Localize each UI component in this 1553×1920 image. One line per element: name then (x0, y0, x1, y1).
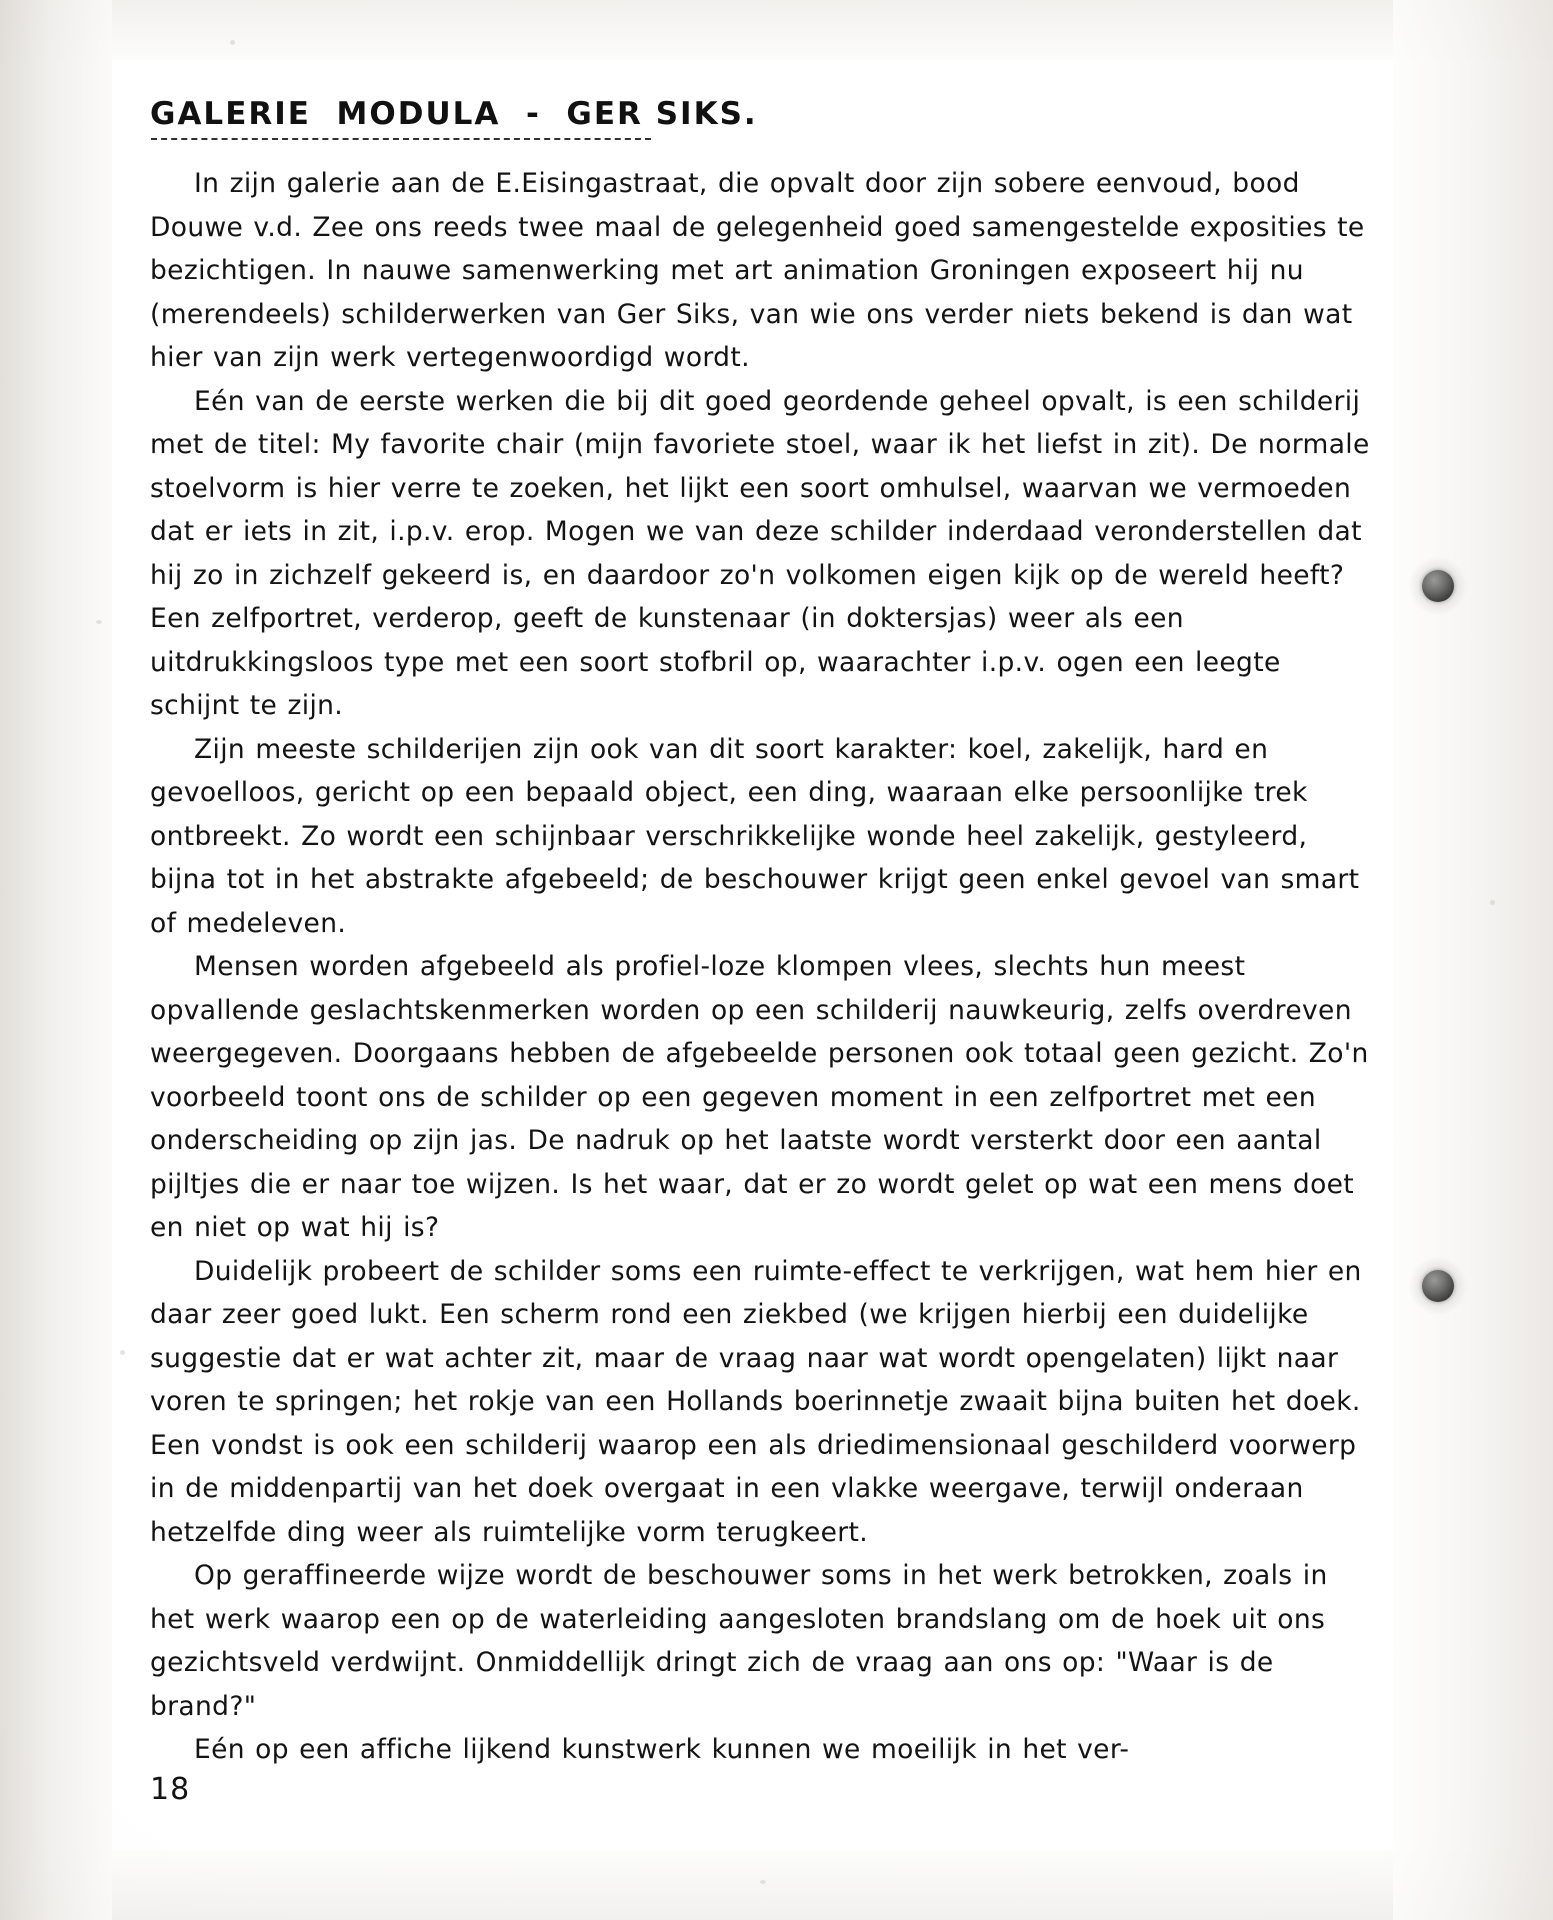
paragraph: Op geraffineerde wijze wordt de beschouwer soms in het werk betrokken, zoals in het werk waarop een op de waterleiding aangesloten brandslang om de hoek uit ons gezichtsveld verdwijnt. Onmiddellijk dringt zich de vraag aan ons op: "Waar is de brand?" (150, 1560, 1328, 1722)
scan-speck (230, 40, 235, 45)
paragraph: Eén van de eerste werken die bij dit goed geordende geheel opvalt, is een schilderij met de titel: My favorite chair (mijn favoriete stoel, waar ik het liefst in zit). De normale stoelvorm is hier verre te zoeken, het lijkt een soort omhulsel, waarvan we vermoeden dat er iets in zit, i.p.v. erop. Mogen we van deze schilder inderdaad veronderstellen dat hij zo in zichzelf gekeerd is, en daardoor zo'n volkomen eigen kijk op de wereld heeft? Een zelfportret, verderop, geeft de kunstenaar (in doktersjas) weer als een uitdrukkingsloos type met een soort stofbril op, waarachter i.p.v. ogen een leegte schijnt te zijn. (150, 385, 1370, 721)
paragraph: Duidelijk probeert de schilder soms een ruimte-effect te verkrijgen, wat hem hier en daar zeer goed lukt. Een scherm rond een ziekbed (we krijgen hierbij een duidelijke suggestie dat er wat achter zit, maar de vraag naar wat wordt opengelaten) lijkt naar voren te springen; het rokje van een Hollands boerinnetje zwaait bijna buiten het doek. Een vondst is ook een schilderij waarop een als driedimensionaal geschilderd voorwerp in de middenpartij van het doek overgaat in een vlakke weergave, terwijl onderaan hetzelfde ding weer als ruimtelijke vorm terugkeert. (150, 1255, 1362, 1548)
scan-edge-right (1393, 0, 1553, 1920)
binder-hole-top (1422, 570, 1454, 602)
document-body (150, 96, 1380, 1772)
title-underline (151, 138, 651, 140)
paragraph: In zijn galerie aan de E.Eisingastraat, die opvalt door zijn sobere eenvoud, bood Douwe v.d. Zee ons reeds twee maal de gelegenheid goed samengestelde exposities te bezichtigen. In nauwe samenwerking met art animation Groningen exposeert hij nu (merendeels) schilderwerken van Ger Siks, van wie ons verder niets bekend is dan wat hier van zijn werk vertegenwoordigd wordt. (150, 168, 1365, 373)
paragraph: Eén op een affiche lijkend kunstwerk kunnen we moeilijk in het ver- (194, 1734, 1130, 1765)
scan-edge-left (0, 0, 112, 1920)
scan-speck (760, 1880, 766, 1884)
binder-hole-bottom (1422, 1270, 1454, 1302)
paragraph: Zijn meeste schilderijen zijn ook van dit soort karakter: koel, zakelijk, hard en gevoelloos, gericht op een bepaald object, een ding, waaraan elke persoonlijke trek ontbreekt. Zo wordt een schijnbaar verschrikkelijke wonde heel zakelijk, gestyleerd, bijna tot in het abstrakte afgebeeld; de beschouwer krijgt geen enkel gevoel van smart of medeleven. (150, 733, 1360, 939)
scan-speck (96, 620, 102, 624)
scan-speck (1490, 900, 1495, 905)
page-number: 18 (150, 1772, 191, 1807)
scan-edge-bottom (0, 1850, 1553, 1920)
paragraph: Mensen worden afgebeeld als profiel-loze klompen vlees, slechts hun meest opvallende geslachtskenmerken worden op een schilderij nauwkeurig, zelfs overdreven weergegeven. Doorgaans hebben de afgebeelde personen ook totaal geen gezicht. Zo'n voorbeeld toont ons de schilder op een gegeven moment in een zelfportret met een onderscheiding op zijn jas. De nadruk op het laatste wordt versterkt door een aantal pijltjes die er naar toe wijzen. Is het waar, dat er zo wordt gelet op wat een mens doet en niet op wat hij is? (150, 951, 1369, 1243)
page-title: GALERIE MODULA - GER SIKS. (150, 96, 758, 132)
scan-edge-top (0, 0, 1553, 60)
scan-speck (120, 1350, 125, 1355)
